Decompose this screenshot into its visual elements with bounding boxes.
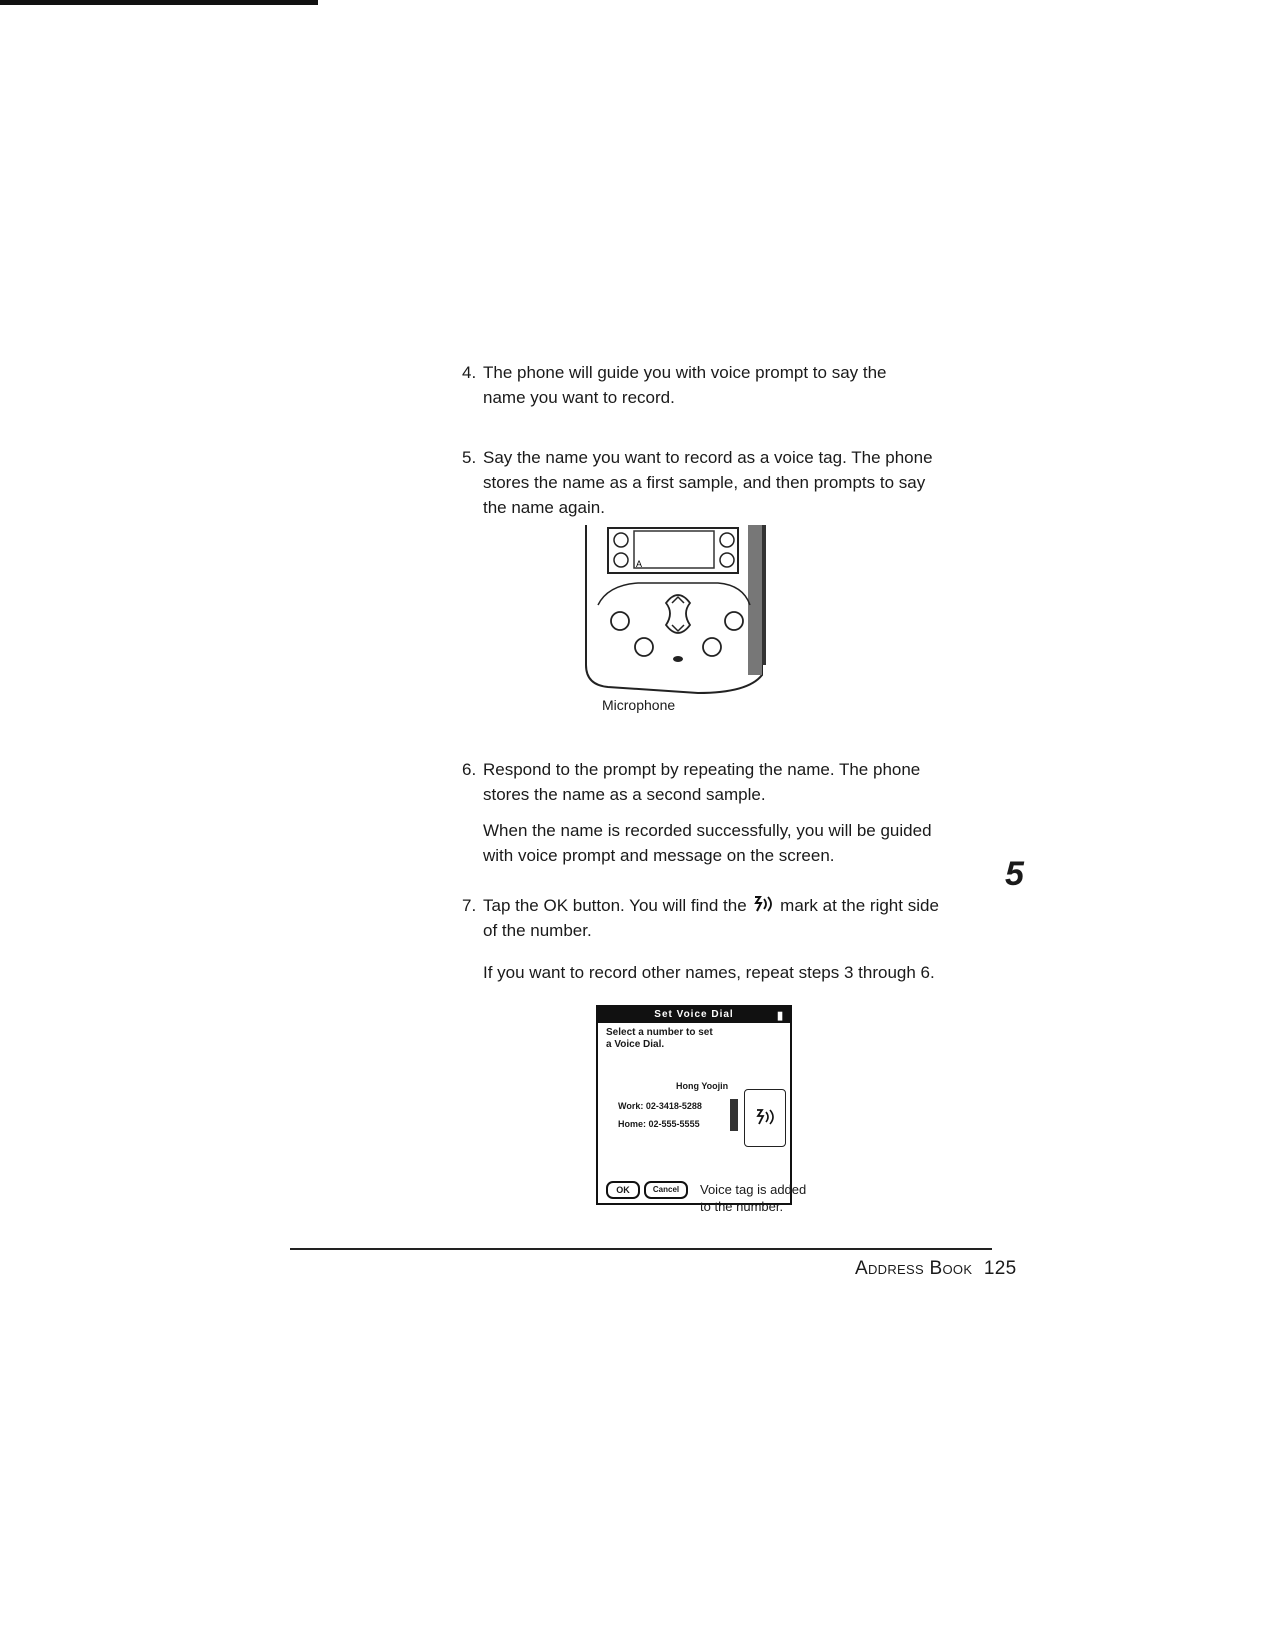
step-number: 6. (462, 760, 477, 779)
step-6 (462, 757, 982, 807)
work-number-row[interactable] (618, 1101, 702, 1111)
scroll-marker (730, 1099, 738, 1131)
cancel-button[interactable]: Cancel (644, 1181, 688, 1199)
instruction-line-2: a Voice Dial. (606, 1039, 665, 1050)
step-7 (462, 893, 982, 943)
caption-line-1: Voice tag is added (700, 1182, 807, 1197)
page-footer (855, 1258, 1017, 1280)
step-6-note: When the name is recorded successfully, you will be guided with voice prompt and message on the screen. (483, 821, 932, 865)
work-number: 02-3418-5288 (645, 1101, 702, 1111)
device-screen (596, 1005, 792, 1205)
home-label: Home: (618, 1119, 647, 1129)
step-text: Say the name you want to record as a voice tag. The phone stores the name as a first sample, and then prompts to say the name again. (483, 448, 933, 517)
contact-name: Hong Yoojin (676, 1081, 729, 1091)
step-7-note: If you want to record other names, repeat steps 3 through 6. (483, 963, 935, 982)
voice-tag-caption (700, 1181, 806, 1215)
step-number: 7. (462, 896, 477, 915)
top-edge-bar (0, 0, 318, 5)
ok-button[interactable]: OK (606, 1181, 640, 1199)
instruction-line-1: Select a number to set (606, 1027, 713, 1038)
chapter-number: 5 (1005, 855, 1024, 893)
screen-instruction (598, 1023, 790, 1055)
voice-tag-popup (744, 1089, 786, 1147)
step-number: 4. (462, 363, 477, 382)
step-text-before: Tap the OK button. You will find the (483, 896, 747, 915)
phone-microphone-figure (578, 525, 788, 725)
svg-text:A: A (636, 559, 643, 569)
footer-rule (290, 1248, 992, 1250)
screen-title: Set Voice Dial (654, 1009, 734, 1020)
step-text: Respond to the prompt by repeating the name. The phone stores the name as a second sample. (483, 760, 921, 804)
screen-title-bar (598, 1007, 790, 1023)
caption-line-2: to the number. (700, 1199, 784, 1214)
set-voice-dial-figure (596, 1005, 836, 1225)
page-number: 125 (983, 1258, 1017, 1279)
section-name: Address Book (855, 1258, 973, 1279)
step-number: 5. (462, 448, 477, 467)
step-4 (462, 360, 982, 410)
voice-tag-icon (753, 1107, 777, 1127)
home-number: 02-555-5555 (648, 1119, 700, 1129)
phone-illustration (578, 525, 788, 725)
step-5 (462, 445, 982, 520)
step-text-after: mark at the right side of the number. (483, 896, 939, 940)
home-number-row[interactable] (618, 1119, 700, 1129)
step-text: The phone will guide you with voice prompt to say the name you want to record. (483, 363, 887, 407)
work-label: Work: (618, 1101, 644, 1111)
info-icon: ▮ (776, 1010, 784, 1022)
microphone-caption: Microphone (602, 697, 676, 713)
voice-tag-icon (751, 894, 775, 914)
